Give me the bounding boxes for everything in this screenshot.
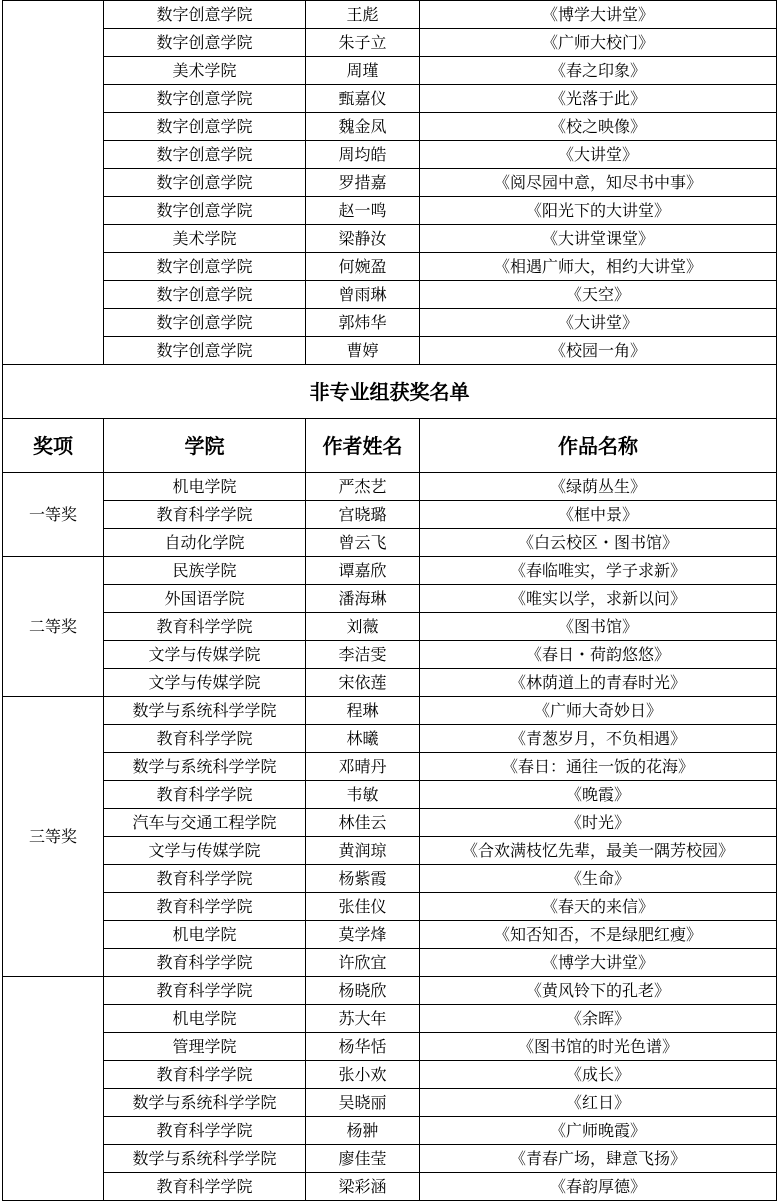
table-row [3,837,777,865]
header-row [3,419,777,473]
college-cell: 机电学院 [104,1005,306,1033]
author-cell: 林曦 [306,725,420,753]
author-cell: 苏大年 [306,1005,420,1033]
author-cell: 廖佳莹 [306,1145,420,1173]
college-cell: 汽车与交通工程学院 [104,809,306,837]
awards-table [2,0,777,1201]
work-cell: 《林荫道上的青春时光》 [420,669,777,697]
work-cell: 《余晖》 [420,1005,777,1033]
table-row [3,169,777,197]
work-cell: 《青葱岁月，不负相遇》 [420,725,777,753]
author-cell: 甄嘉仪 [306,85,420,113]
college-cell: 管理学院 [104,1033,306,1061]
table-row [3,1005,777,1033]
college-cell: 自动化学院 [104,529,306,557]
work-cell: 《春韵厚德》 [420,1173,777,1201]
author-cell: 曾雨琳 [306,281,420,309]
college-cell: 数学与系统科学学院 [104,1145,306,1173]
author-cell: 周瑾 [306,57,420,85]
work-cell: 《大讲堂》 [420,141,777,169]
work-cell: 《光落于此》 [420,85,777,113]
header-work: 作品名称 [420,419,777,473]
author-cell: 杨翀 [306,1117,420,1145]
table-row [3,29,777,57]
college-cell: 数学与系统科学学院 [104,753,306,781]
college-cell: 数学与系统科学学院 [104,697,306,725]
work-cell: 《生命》 [420,865,777,893]
college-cell: 机电学院 [104,921,306,949]
table-row [3,641,777,669]
awards-table-body [3,1,777,1201]
author-cell: 赵一鸣 [306,197,420,225]
author-cell: 杨紫霞 [306,865,420,893]
author-cell: 朱子立 [306,29,420,57]
author-cell: 郭炜华 [306,309,420,337]
table-row [3,253,777,281]
author-cell: 潘海琳 [306,585,420,613]
table-row [3,865,777,893]
work-cell: 《图书馆》 [420,613,777,641]
college-cell: 文学与传媒学院 [104,641,306,669]
college-cell: 文学与传媒学院 [104,837,306,865]
college-cell: 教育科学学院 [104,725,306,753]
work-cell: 《阳光下的大讲堂》 [420,197,777,225]
table-row [3,337,777,365]
table-row [3,85,777,113]
work-cell: 《博学大讲堂》 [420,949,777,977]
table-row [3,585,777,613]
table-row [3,141,777,169]
work-cell: 《知否知否，不是绿肥红瘦》 [420,921,777,949]
college-cell: 教育科学学院 [104,501,306,529]
table-row [3,613,777,641]
work-cell: 《时光》 [420,809,777,837]
college-cell: 数字创意学院 [104,309,306,337]
table-row [3,557,777,585]
work-cell: 《红日》 [420,1089,777,1117]
work-cell: 《天空》 [420,281,777,309]
college-cell: 数字创意学院 [104,197,306,225]
table-row [3,977,777,1005]
author-cell: 王彪 [306,1,420,29]
work-cell: 《大讲堂课堂》 [420,225,777,253]
award-cell: 二等奖 [3,557,104,697]
work-cell: 《白云校区・图书馆》 [420,529,777,557]
work-cell: 《图书馆的时光色谱》 [420,1033,777,1061]
table-row [3,225,777,253]
work-cell: 《春临唯实，学子求新》 [420,557,777,585]
award-cell: 一等奖 [3,473,104,557]
author-cell: 莫学烽 [306,921,420,949]
table-row [3,501,777,529]
table-row [3,473,777,501]
college-cell: 数字创意学院 [104,253,306,281]
author-cell: 许欣宜 [306,949,420,977]
work-cell: 《框中景》 [420,501,777,529]
table-row [3,697,777,725]
author-cell: 邓晴丹 [306,753,420,781]
table-row [3,921,777,949]
table-row [3,1173,777,1201]
work-cell: 《黄风铃下的孔老》 [420,977,777,1005]
work-cell: 《广师大奇妙日》 [420,697,777,725]
table-row [3,1145,777,1173]
table-row [3,893,777,921]
table-row [3,57,777,85]
section-title: 非专业组获奖名单 [3,365,777,419]
author-cell: 杨晓欣 [306,977,420,1005]
college-cell: 教育科学学院 [104,613,306,641]
college-cell: 文学与传媒学院 [104,669,306,697]
author-cell: 何婉盈 [306,253,420,281]
college-cell: 美术学院 [104,225,306,253]
college-cell: 教育科学学院 [104,1173,306,1201]
table-row [3,281,777,309]
author-cell: 魏金凤 [306,113,420,141]
work-cell: 《博学大讲堂》 [420,1,777,29]
table-row [3,781,777,809]
author-cell: 严杰艺 [306,473,420,501]
college-cell: 教育科学学院 [104,893,306,921]
header-author: 作者姓名 [306,419,420,473]
author-cell: 黄润琼 [306,837,420,865]
college-cell: 数字创意学院 [104,1,306,29]
table-row [3,753,777,781]
table-row [3,529,777,557]
work-cell: 《青春广场，肆意飞扬》 [420,1145,777,1173]
work-cell: 《成长》 [420,1061,777,1089]
work-cell: 《春日・荷韵悠悠》 [420,641,777,669]
college-cell: 教育科学学院 [104,1117,306,1145]
author-cell: 曹婷 [306,337,420,365]
table-row [3,1117,777,1145]
college-cell: 数学与系统科学学院 [104,1089,306,1117]
author-cell: 梁彩涵 [306,1173,420,1201]
college-cell: 数字创意学院 [104,281,306,309]
table-row [3,1061,777,1089]
author-cell: 谭嘉欣 [306,557,420,585]
table-row [3,309,777,337]
header-college: 学院 [104,419,306,473]
author-cell: 罗措嘉 [306,169,420,197]
work-cell: 《晚霞》 [420,781,777,809]
work-cell: 《大讲堂》 [420,309,777,337]
table-row [3,949,777,977]
author-cell: 杨华恬 [306,1033,420,1061]
work-cell: 《春天的来信》 [420,893,777,921]
author-cell: 李洁雯 [306,641,420,669]
work-cell: 《唯实以学，求新以问》 [420,585,777,613]
table-row [3,1089,777,1117]
college-cell: 外国语学院 [104,585,306,613]
table-row [3,1033,777,1061]
work-cell: 《春之印象》 [420,57,777,85]
table-row [3,725,777,753]
award-cell [3,1,104,365]
work-cell: 《校之映像》 [420,113,777,141]
author-cell: 宋依莲 [306,669,420,697]
college-cell: 教育科学学院 [104,1061,306,1089]
college-cell: 美术学院 [104,57,306,85]
award-cell: 三等奖 [3,697,104,977]
work-cell: 《广师晚霞》 [420,1117,777,1145]
college-cell: 教育科学学院 [104,949,306,977]
college-cell: 数字创意学院 [104,29,306,57]
table-row [3,809,777,837]
college-cell: 机电学院 [104,473,306,501]
author-cell: 宫晓璐 [306,501,420,529]
table-row [3,1,777,29]
author-cell: 程琳 [306,697,420,725]
author-cell: 吴晓丽 [306,1089,420,1117]
work-cell: 《合欢满枝忆先辈，最美一隅芳校园》 [420,837,777,865]
college-cell: 数字创意学院 [104,85,306,113]
work-cell: 《相遇广师大，相约大讲堂》 [420,253,777,281]
work-cell: 《广师大校门》 [420,29,777,57]
table-row [3,113,777,141]
author-cell: 梁静汝 [306,225,420,253]
table-row [3,197,777,225]
document-page [2,0,776,1201]
work-cell: 《绿荫丛生》 [420,473,777,501]
author-cell: 林佳云 [306,809,420,837]
college-cell: 数字创意学院 [104,337,306,365]
author-cell: 周均皓 [306,141,420,169]
college-cell: 数字创意学院 [104,113,306,141]
section-title-row [3,365,777,419]
header-award: 奖项 [3,419,104,473]
college-cell: 数字创意学院 [104,141,306,169]
table-row [3,669,777,697]
college-cell: 教育科学学院 [104,781,306,809]
college-cell: 民族学院 [104,557,306,585]
college-cell: 教育科学学院 [104,977,306,1005]
work-cell: 《春日：通往一饭的花海》 [420,753,777,781]
author-cell: 刘薇 [306,613,420,641]
author-cell: 张佳仪 [306,893,420,921]
work-cell: 《阅尽园中意，知尽书中事》 [420,169,777,197]
college-cell: 教育科学学院 [104,865,306,893]
author-cell: 韦敏 [306,781,420,809]
author-cell: 张小欢 [306,1061,420,1089]
award-cell [3,977,104,1201]
college-cell: 数字创意学院 [104,169,306,197]
work-cell: 《校园一角》 [420,337,777,365]
author-cell: 曾云飞 [306,529,420,557]
